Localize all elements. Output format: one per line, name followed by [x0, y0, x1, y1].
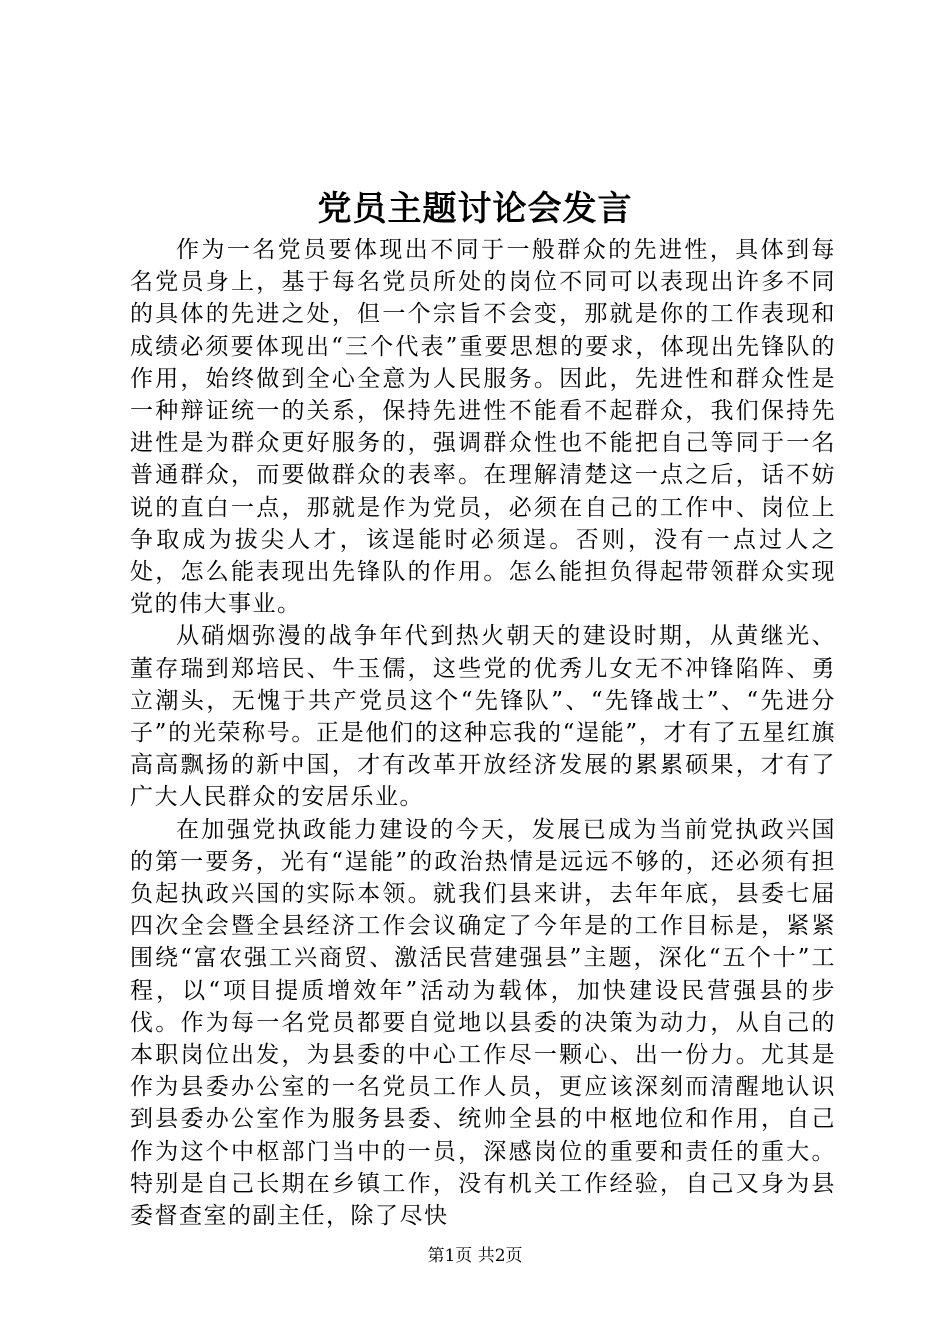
document-body [130, 234, 836, 1232]
paragraph-2: 从硝烟弥漫的战争年代到热火朝天的建设时期，从黄继光、董存瑞到郑培民、牛玉儒，这些党的优秀儿女无不冲锋陷阵、勇立潮头，无愧于共产党员这个“先锋队”、“先锋战士”、“先进分子”的光荣称号。正是他们的这种忘我的“逞能”，才有了五星红旗高高飘扬的新中国，才有改革开放经济发展的累累硕果，才有了广大人民群众的安居乐业。 [130, 623, 836, 811]
page-number-footer: 第1页 共2页 [427, 1246, 523, 1266]
page-title: 党员主题讨论会发言 [317, 189, 633, 229]
paragraph-3: 在加强党执政能力建设的今天，发展已成为当前党执政兴国的第一要务，光有“逞能”的政治热情是远远不够的，还必须有担负起执政兴国的实际本领。就我们县来讲，去年年底，县委七届四次全会暨全县经济工作会议确定了今年是的工作目标是，紧紧围绕“富农强工兴商贸、激活民营建强县”主题，深化“五个十”工程，以“项目提质增效年”活动为载体，加快建设民营强县的步伐。作为每一名党员都要自觉地以县委的决策为动力，从自己的本职岗位出发，为县委的中心工作尽一颗心、出一份力。尤其是作为县委办公室的一名党员工作人员，更应该深刻而清醒地认识到县委办公室作为服务县委、统帅全县的中枢地位和作用，自己作为这个中枢部门当中的一员，深感岗位的重要和责任的重大。特别是自己长期在乡镇工作，没有机关工作经验，自己又身为县委督查室的副主任，除了尽快 [130, 816, 836, 1230]
paragraph-1: 作为一名党员要体现出不同于一般群众的先进性，具体到每名党员身上，基于每名党员所处的岗位不同可以表现出许多不同的具体的先进之处，但一个宗旨不会变，那就是你的工作表现和成绩必须要体现出“三个代表”重要思想的要求，体现出先锋队的作用，始终做到全心全意为人民服务。因此，先进性和群众性是一种辩证统一的关系，保持先进性不能看不起群众，我们保持先进性是为群众更好服务的，强调群众性也不能把自己等同于一名普通群众，而要做群众的表率。在理解清楚这一点之后，话不妨说的直白一点，那就是作为党员，必须在自己的工作中、岗位上争取成为拔尖人才，该逞能时必须逞。否则，没有一点过人之处，怎么能表现出先锋队的作用。怎么能担负得起带领群众实现党的伟大事业。 [130, 237, 836, 618]
